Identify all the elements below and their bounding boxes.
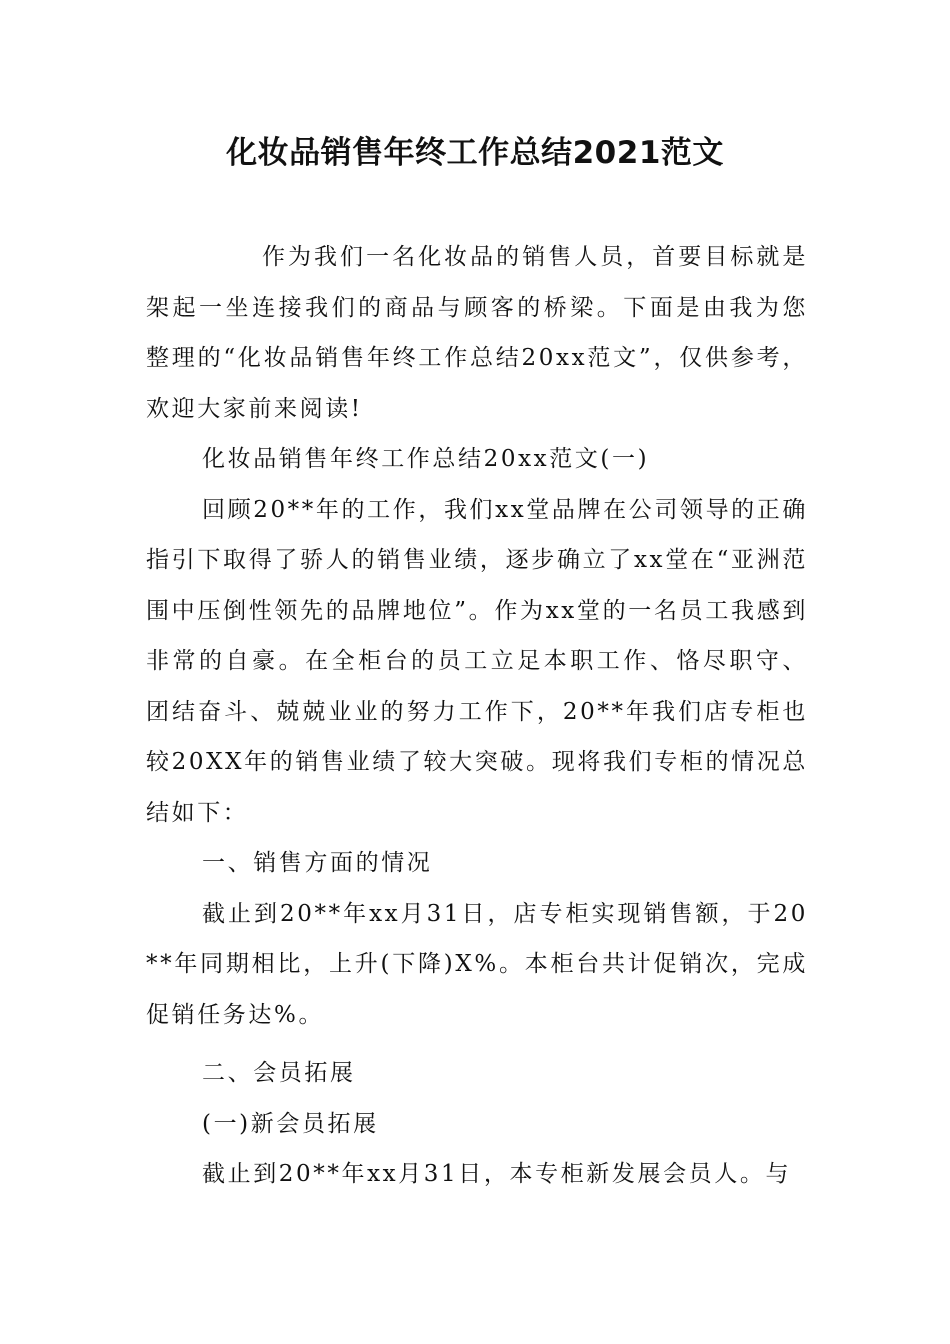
section-heading: 二、会员拓展: [202, 1060, 356, 1086]
body-paragraph: 截止到20**年xx月31日，店专柜实现销售额，于20**年同期相比，上升(下降)X%。本柜台共计促销次，完成促销任务达%。: [146, 900, 808, 1028]
document-title: 化妆品销售年终工作总结2021范文: [226, 135, 724, 171]
intro-paragraph: 作为我们一名化妆品的销售人员，首要目标就是架起一坐连接我们的商品与顾客的桥梁。下面是由我为您整理的“化妆品销售年终工作总结20xx范文”，仅供参考，欢迎大家前来阅读!: [146, 244, 808, 422]
section-heading: 一、销售方面的情况: [202, 850, 433, 876]
body-paragraph: 回顾20**年的工作，我们xx堂品牌在公司领导的正确指引下取得了骄人的销售业绩，逐步确立了xx堂在“亚洲范围中压倒性领先的品牌地位”。作为xx堂的一名员工我感到非常的自豪。在全柜台的员工立足本职工作、恪尽职守、团结奋斗、兢兢业业的努力工作下，20**年我们店专柜也较20XX年的销售业绩了较大突破。现将我们专柜的情况总结如下：: [146, 496, 808, 826]
subsection-heading: (一)新会员拓展: [202, 1110, 379, 1137]
document-body: [146, 232, 808, 1200]
body-paragraph: 截止到20**年xx月31日，本专柜新发展会员人。与: [202, 1161, 792, 1187]
section-heading: 化妆品销售年终工作总结20xx范文(一): [202, 446, 650, 472]
